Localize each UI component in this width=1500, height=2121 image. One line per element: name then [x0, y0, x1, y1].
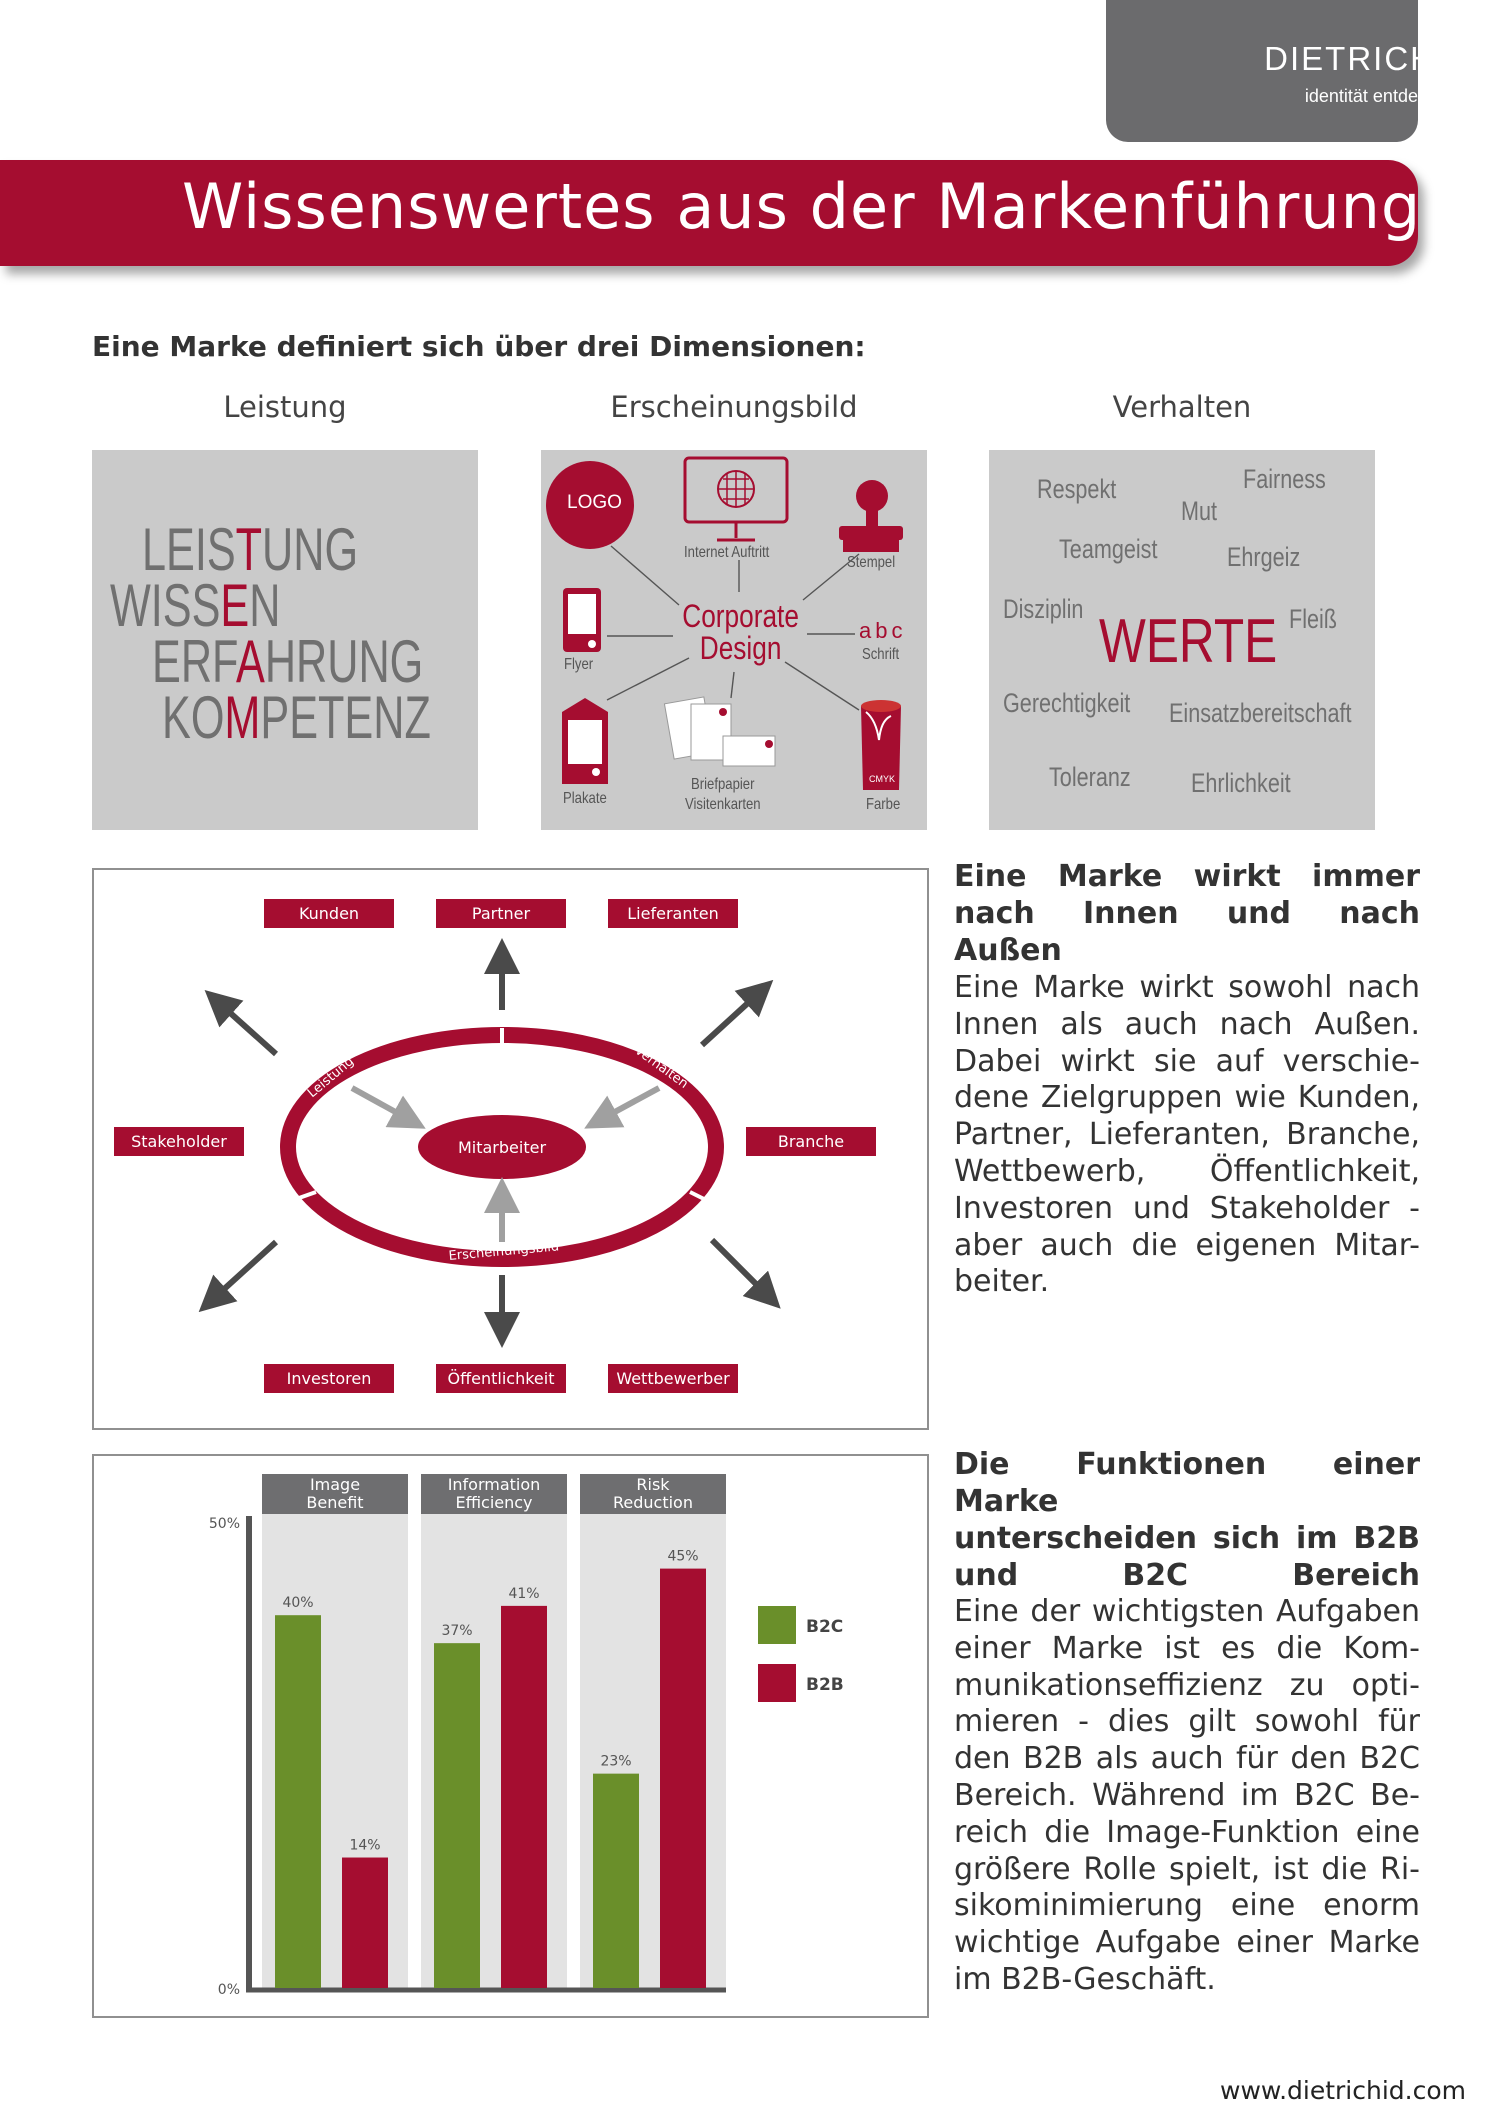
werte-word: Einsatzbereitschaft	[1169, 698, 1352, 728]
logo-id-icon	[1438, 38, 1470, 76]
stamp-icon	[839, 480, 903, 552]
funktionen-body: Eine der wichtigsten Aufgaben einer Marke ist es die Kom- munikationseffizienz zu opti- mieren - dies gilt sowohl für den B2B als auch für den B2C Bereich. Während im B2C Be- reich die Image-Funktion eine größere Rolle spielt, ist die Ri- sikominimierung eine enorm wichtige Aufgabe einer Marke im B2B-Geschäft.	[954, 1594, 1420, 1997]
werte-word: Disziplin	[1003, 594, 1084, 624]
category-label: Efficiency	[455, 1493, 533, 1512]
wirkung-diagram-graphic	[94, 870, 927, 1428]
schrift-label: Schrift	[862, 646, 900, 663]
tag-label: Partner	[471, 904, 531, 923]
legend-label: B2B	[806, 1675, 844, 1695]
flyer-icon	[563, 588, 601, 652]
dimension-label-erscheinungsbild: Erscheinungsbild	[610, 390, 858, 424]
werte-word: Toleranz	[1049, 762, 1131, 792]
tag-label: Branche	[777, 1132, 845, 1151]
bar-b2b	[501, 1606, 547, 1988]
verhalten-panel	[989, 450, 1375, 830]
bar-b2b	[660, 1569, 706, 1988]
stationery-icon	[664, 697, 775, 766]
category-label: Risk	[636, 1475, 670, 1494]
bar-value-label: 40%	[282, 1595, 314, 1612]
monitor-icon	[685, 458, 787, 540]
wirkung-diagram	[92, 868, 929, 1430]
ring-label-erscheinungsbild: Erscheinungsbild	[448, 1239, 560, 1264]
werte-center: WERTE	[1099, 607, 1278, 676]
werte-word: Respekt	[1037, 474, 1117, 504]
legend-swatch	[758, 1664, 796, 1702]
wirkung-body: Eine Marke wirkt sowohl nach Innen als auch nach Außen. Dabei wirkt sie auf verschie- dene Zielgruppen wie Kunden, Partner, Lieferanten, Branche, Wettbewerb, Öffentlichkeit, Investoren und Stakeholder - aber auch die eigenen Mitar- beiter.	[954, 970, 1420, 1300]
werte-word: Ehrgeiz	[1227, 542, 1301, 572]
logo-label: LOGO	[567, 492, 622, 513]
ring-label-leistung: Leistung	[304, 1054, 357, 1102]
page-title: Wissenswertes aus der Markenführung	[182, 170, 1422, 243]
bar-value-label: 41%	[508, 1585, 540, 1602]
logo-tagline: identität entdecken	[1304, 86, 1456, 106]
logo-wordmark: DIETRICH	[1264, 40, 1436, 77]
category-label: Benefit	[306, 1493, 364, 1512]
functions-chart	[92, 1454, 929, 2018]
bar-b2b	[342, 1858, 388, 1988]
tag-label: Stakeholder	[131, 1132, 227, 1151]
briefpapier-label: Briefpapier	[691, 776, 755, 793]
legend-label: B2C	[806, 1617, 844, 1637]
wissen-word: WISSEN	[110, 572, 281, 639]
corporate-design-center: Corporate Design	[682, 598, 799, 666]
dimension-label-leistung: Leistung	[223, 390, 347, 424]
stempel-label: Stempel	[847, 554, 896, 571]
werte-word: Mut	[1181, 496, 1218, 526]
werte-word: Gerechtigkeit	[1003, 688, 1131, 718]
bar-value-label: 14%	[349, 1837, 381, 1854]
ring-label-verhalten: Verhalten	[631, 1043, 691, 1092]
wirkung-heading: Eine Marke wirkt immer nach Innen und nach Außen	[954, 859, 1420, 968]
dimension-label-verhalten: Verhalten	[1112, 390, 1252, 424]
werte-word: Fairness	[1243, 464, 1326, 494]
tag-label: Wettbewerber	[616, 1369, 730, 1388]
schrift-glyphs: abc	[859, 618, 907, 643]
y-tick-label: 50%	[208, 1516, 240, 1532]
werte-word: Ehrlichkeit	[1191, 768, 1291, 798]
tag-label: Öffentlichkeit	[447, 1369, 555, 1388]
werte-word: Teamgeist	[1059, 534, 1158, 564]
plakate-label: Plakate	[563, 790, 607, 807]
poster-icon	[562, 698, 608, 784]
y-tick-label: 0%	[217, 1982, 240, 1998]
legend-swatch	[758, 1606, 796, 1644]
category-label: Image	[309, 1475, 361, 1494]
internet-label: Internet Auftritt	[684, 544, 770, 561]
cmyk-label: CMYK	[869, 774, 896, 784]
bar-b2c	[593, 1774, 639, 1988]
leistung-word: LEISTUNG	[142, 516, 359, 583]
dimensions-heading: Eine Marke definiert sich über drei Dimensionen:	[92, 330, 866, 363]
bar-value-label: 23%	[600, 1753, 632, 1770]
bar-b2c	[275, 1615, 321, 1988]
tag-label: Kunden	[298, 904, 360, 923]
erscheinungsbild-panel	[541, 450, 927, 830]
footer-url[interactable]: www.dietrichid.com	[1220, 2076, 1466, 2105]
tag-label: Investoren	[286, 1369, 372, 1388]
mitarbeiter-label: Mitarbeiter	[457, 1138, 547, 1157]
visitenkarten-label: Visitenkarten	[685, 796, 761, 813]
kompetenz-word: KOMPETENZ	[162, 684, 431, 751]
bar-value-label: 37%	[441, 1623, 473, 1640]
bar-value-label: 45%	[667, 1548, 699, 1565]
category-label: Reduction	[613, 1493, 693, 1512]
werte-word: Fleiß	[1289, 604, 1337, 634]
erfahrung-word: ERFAHRUNG	[152, 628, 424, 695]
flyer-label: Flyer	[564, 656, 594, 673]
farbe-label: Farbe	[866, 796, 901, 813]
tag-label: Lieferanten	[627, 904, 719, 923]
bar-b2c	[434, 1643, 480, 1988]
leistung-panel	[92, 450, 478, 830]
functions-bar-chart	[94, 1456, 927, 2016]
funktionen-heading: Die Funktionen einer Marke unterscheiden sich im B2B und B2C Bereich	[954, 1447, 1420, 1593]
category-label: Information	[447, 1475, 541, 1494]
